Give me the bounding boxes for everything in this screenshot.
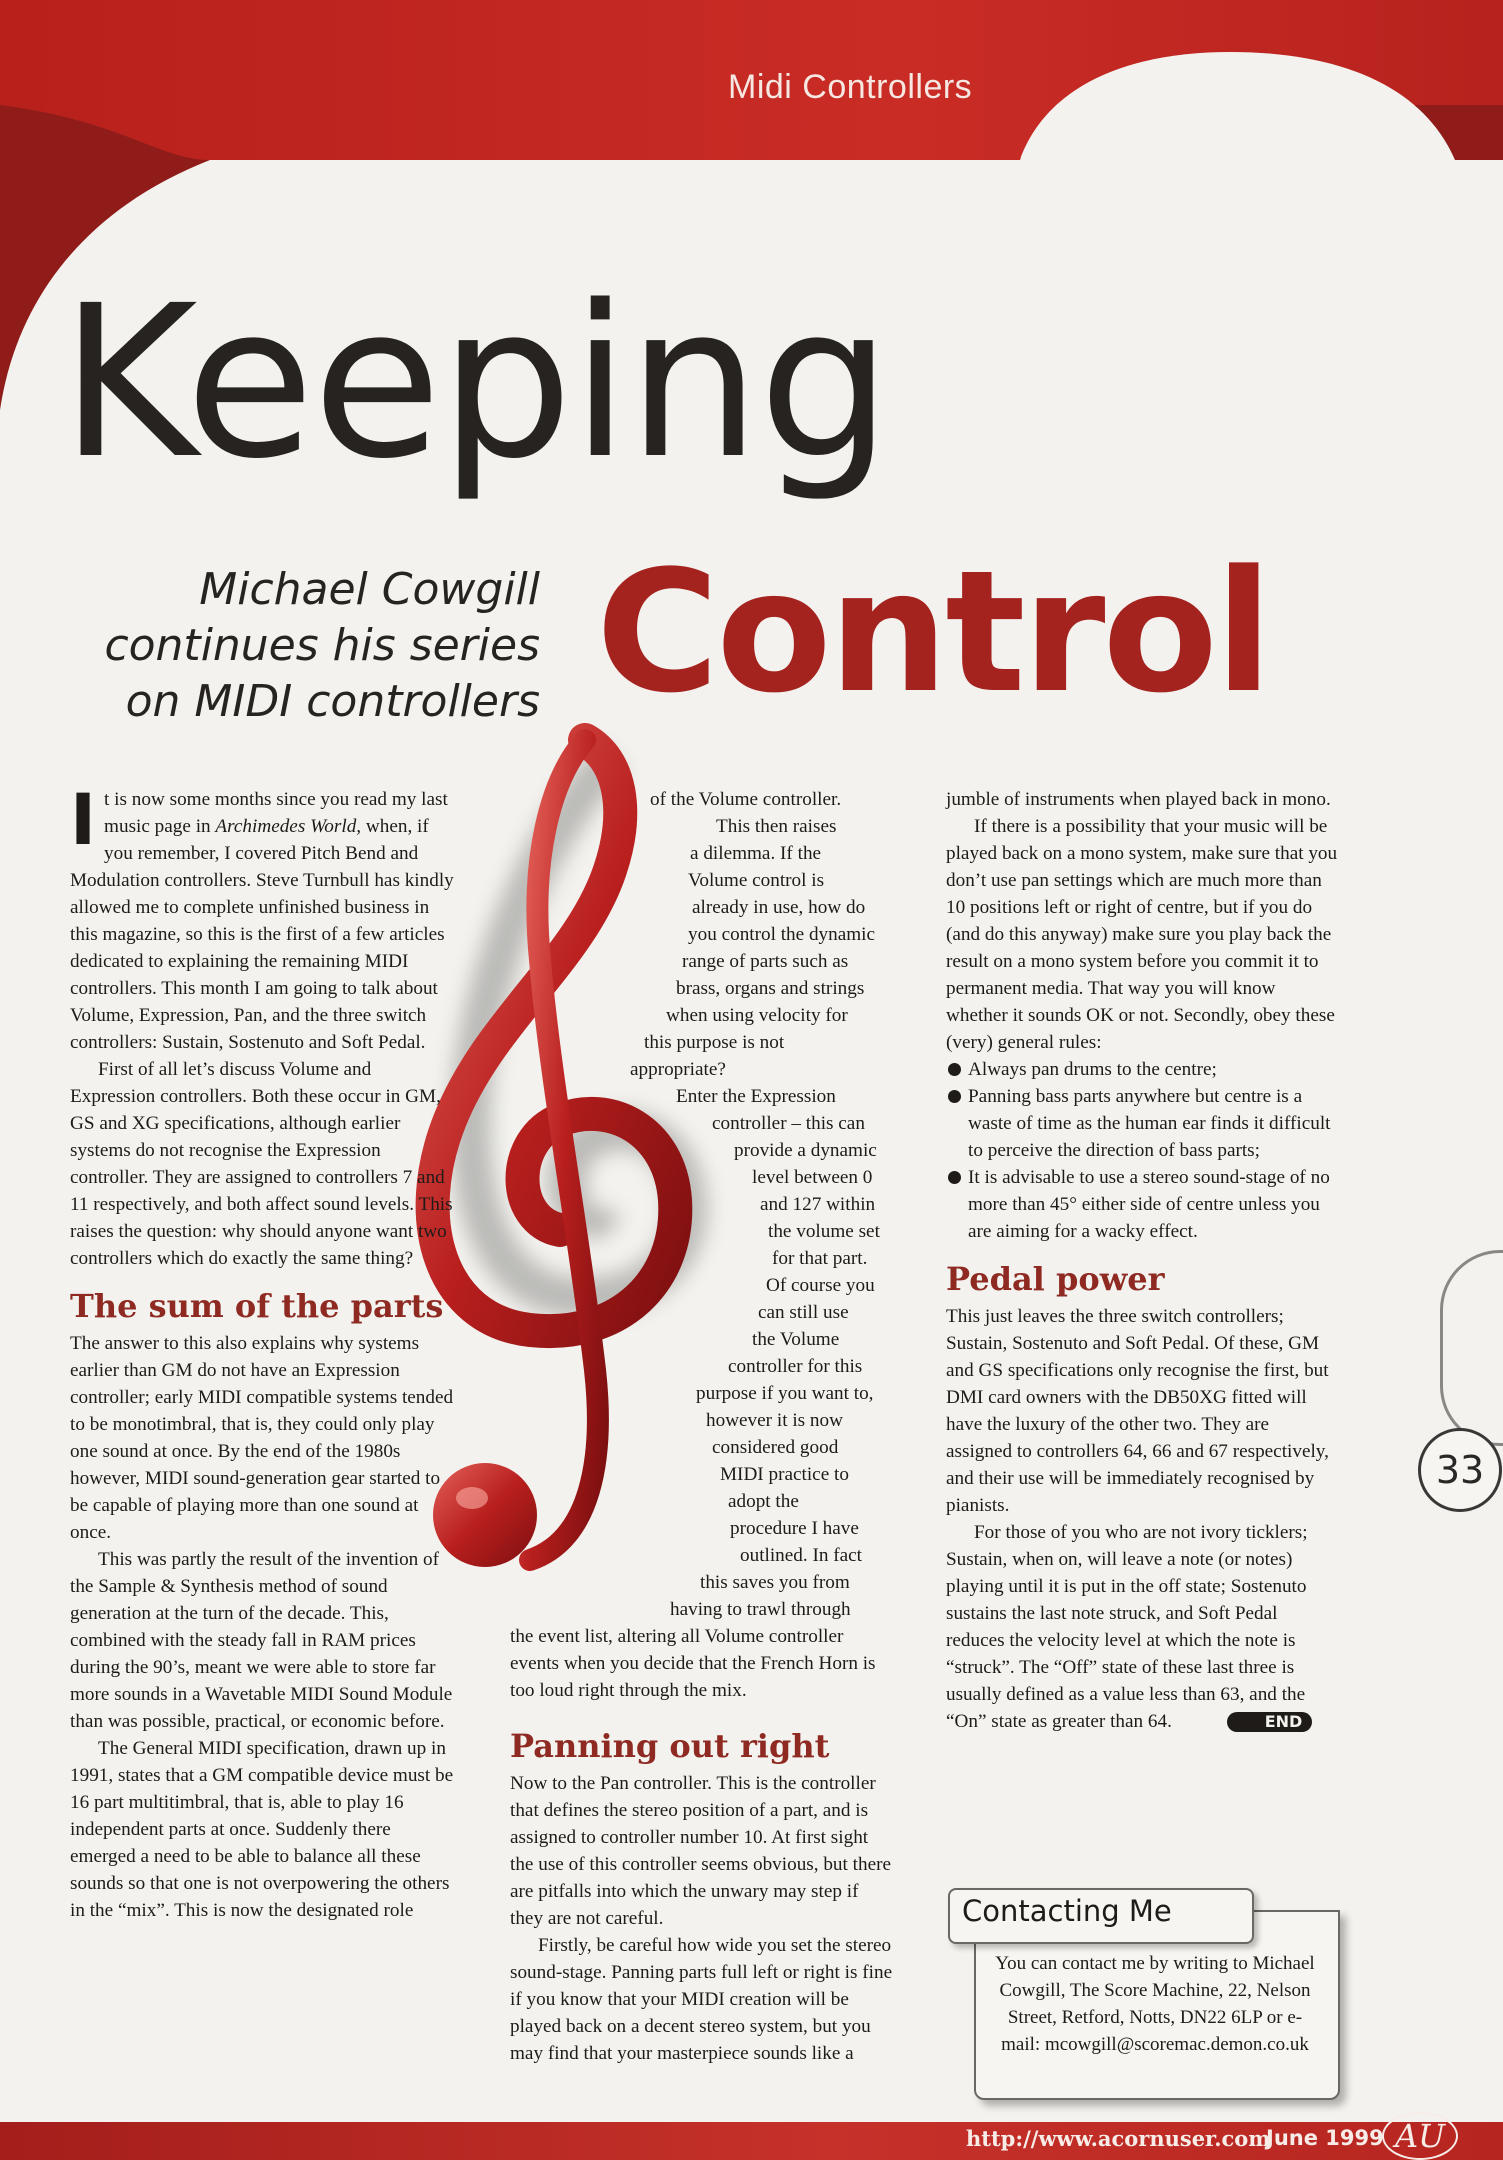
subheading-sum-of-parts: The sum of the parts <box>70 1287 444 1325</box>
text-line: already in use, how do <box>692 897 866 918</box>
subheading-pedal-power: Pedal power <box>946 1260 1165 1298</box>
section-title: Midi Controllers <box>728 68 973 106</box>
paragraph: the event list, altering all Volume controller events when you decide that the French Horn is too loud right through the mix. <box>510 1626 876 1701</box>
paragraph: jumble of instruments when played back in mono. <box>946 789 1331 810</box>
list-item: It is advisable to use a stereo sound-stage of no more than 45° either side of centre unless you are aiming for a wacky effect. <box>946 1164 1338 1245</box>
text-line: the Volume <box>752 1329 840 1350</box>
title-keeping: Keeping <box>60 260 890 505</box>
text-line: Of course you <box>766 1275 875 1296</box>
paragraph <box>946 1519 1338 1735</box>
paragraph: The answer to this also explains why systems earlier than GM do not have an Expression controller; early MIDI compatible systems tended to be monotimbral, that is, they could only play one sound at once. By the end of the 1980s however, MIDI sound-generation gear started to be capable of playing more than one sound at once. <box>70 1333 454 1543</box>
intro-text-rest: when, if you remember, I covered Pitch Bend and Modulation controllers. Steve Turnbull has kindly allowed me to complete unfinished business in this magazine, so this is the first of a few articles dedicated to explaining the remaining MIDI controllers. This month I am going to talk about Volume, Expression, Pan, and the three switch controllers: Sustain, Sostenuto and Soft Pedal. <box>70 816 454 1053</box>
text-line: brass, organs and strings <box>676 978 865 999</box>
text-line: having to trawl through <box>670 1599 851 1620</box>
subheading-panning: Panning out right <box>510 1727 830 1765</box>
paragraph: Now to the Pan controller. This is the controller that defines the stereo position of a part, and is assigned to controller number 10. At first sight the use of this controller seems obvious, but there are pitfalls into which the unwary may step if they are not careful. <box>510 1773 892 1929</box>
drop-cap: I <box>70 779 97 861</box>
text-line: you control the dynamic <box>688 924 876 945</box>
contact-text: You can contact me by writing to Michael Cowgill, The Score Machine, 22, Nelson Street, Retford, Notts, DN22 6LP or e-mail: mcowgill@scoremac.demon.co.uk <box>995 1953 1315 2055</box>
list-item: Panning bass parts anywhere but centre is a waste of time as the human ear finds it difficult to perceive the direction of bass parts; <box>946 1083 1338 1164</box>
contact-heading: Contacting Me <box>962 1894 1172 1928</box>
text-line: outlined. In fact <box>740 1545 863 1566</box>
article-column-3 <box>946 786 1338 1735</box>
au-logo: AU <box>1382 2112 1458 2160</box>
article-column-2 <box>510 786 895 2067</box>
text-line: appropriate? <box>630 1059 726 1080</box>
text-line: Enter the Expression <box>676 1086 836 1107</box>
magazine-name: Archimedes World, <box>215 816 362 837</box>
paragraph: This just leaves the three switch controllers; Sustain, Sostenuto and Soft Pedal. Of these, GM and GS specifications only recognise the first, but DMI card owners with the DB50XG fitted will have the luxury of the other two. They are assigned to controllers 64, 66 and 67 respectively, and their use will be immediately recognised by pianists. <box>946 1306 1329 1516</box>
article-subtitle: Michael Cowgill continues his series on MIDI controllers <box>104 564 540 727</box>
text-line: controller for this <box>728 1356 863 1377</box>
text-line: Volume control is <box>688 870 825 891</box>
text-line: can still use <box>758 1302 849 1323</box>
text-line: the volume set <box>768 1221 880 1242</box>
text-line: considered good <box>712 1437 839 1458</box>
paragraph: The General MIDI specification, drawn up in 1991, states that a GM compatible device must be 16 part multitimbral, that is, able to play 16 independent parts at once. Suddenly there emerged a need to be able to balance all these sounds so that one is not overpowering the others in the “mix”. This is now the designated role <box>70 1738 454 1921</box>
footer-url[interactable]: http://www.acornuser.com <box>966 2126 1271 2151</box>
paragraph-text: For those of you who are not ivory ticklers; Sustain, when on, will leave a note (or notes) playing until it is put in the off state; Sostenuto sustains the last note struck, and Soft Pedal reduces the velocity level at which the note is “struck”. The “Off” state of these last three is usually defined as a value less than 63, and the “On” state as greater than 64. <box>946 1522 1308 1732</box>
intro-text: t is now some months since you read my last music page in <box>104 789 448 837</box>
page-number: 33 <box>1418 1428 1502 1512</box>
text-line: range of parts such as <box>682 951 849 972</box>
text-line: controller – this can <box>712 1113 865 1134</box>
paragraph: First of all let’s discuss Volume and Expression controllers. Both these occur in GM, GS and XG specifications, although earlier systems do not recognise the Expression controller. They are assigned to controllers 7 and 11 respectively, and both affect sound levels. This raises the question: why should anyone want two controllers which do exactly the same thing? <box>70 1059 453 1269</box>
article-column-1 <box>70 779 455 1924</box>
text-line: when using velocity for <box>666 1005 848 1026</box>
page-tab <box>1440 1250 1503 1446</box>
text-line: MIDI practice to <box>720 1464 849 1485</box>
text-line: this saves you from <box>700 1572 850 1593</box>
rules-list <box>946 1056 1338 1245</box>
footer-date: June 1999 <box>1266 2126 1384 2150</box>
title-control: Control <box>596 534 1270 730</box>
text-line: adopt the <box>728 1491 799 1512</box>
text-line: This then raises <box>716 816 837 837</box>
text-line: however it is now <box>706 1410 843 1431</box>
text-line: level between 0 <box>752 1167 873 1188</box>
text-line: this purpose is not <box>644 1032 785 1053</box>
text-line: and 127 within <box>760 1194 876 1215</box>
text-line: for that part. <box>772 1248 868 1269</box>
text-line: purpose if you want to, <box>696 1383 874 1404</box>
text-line: procedure I have <box>730 1518 859 1539</box>
text-line: of the Volume controller. <box>650 789 842 810</box>
paragraph: If there is a possibility that your music will be played back on a mono system, make sure that you don’t use pan settings which are much more than 10 positions left or right of centre, but if you do (and do this anyway) make sure you play back the result on a mono system before you commit it to permanent media. That way you will know whether it sounds OK or not. Secondly, obey these (very) general rules: <box>946 816 1338 1053</box>
text-line: a dilemma. If the <box>690 843 822 864</box>
paragraph: Firstly, be careful how wide you set the stereo sound-stage. Panning parts full left or right is fine if you know that your MIDI creation will be played back on a decent stereo system, but you may find that your masterpiece sounds like a <box>510 1935 893 2064</box>
paragraph: This was partly the result of the invention of the Sample & Synthesis method of sound generation at the turn of the decade. This, combined with the steady fall in RAM prices during the 90’s, meant we were able to store far more sounds in a Wavetable MIDI Sound Module than was possible, practical, or economic before. <box>70 1549 453 1732</box>
list-item: Always pan drums to the centre; <box>946 1056 1338 1083</box>
end-badge: END <box>1227 1712 1313 1732</box>
text-line: provide a dynamic <box>734 1140 877 1161</box>
